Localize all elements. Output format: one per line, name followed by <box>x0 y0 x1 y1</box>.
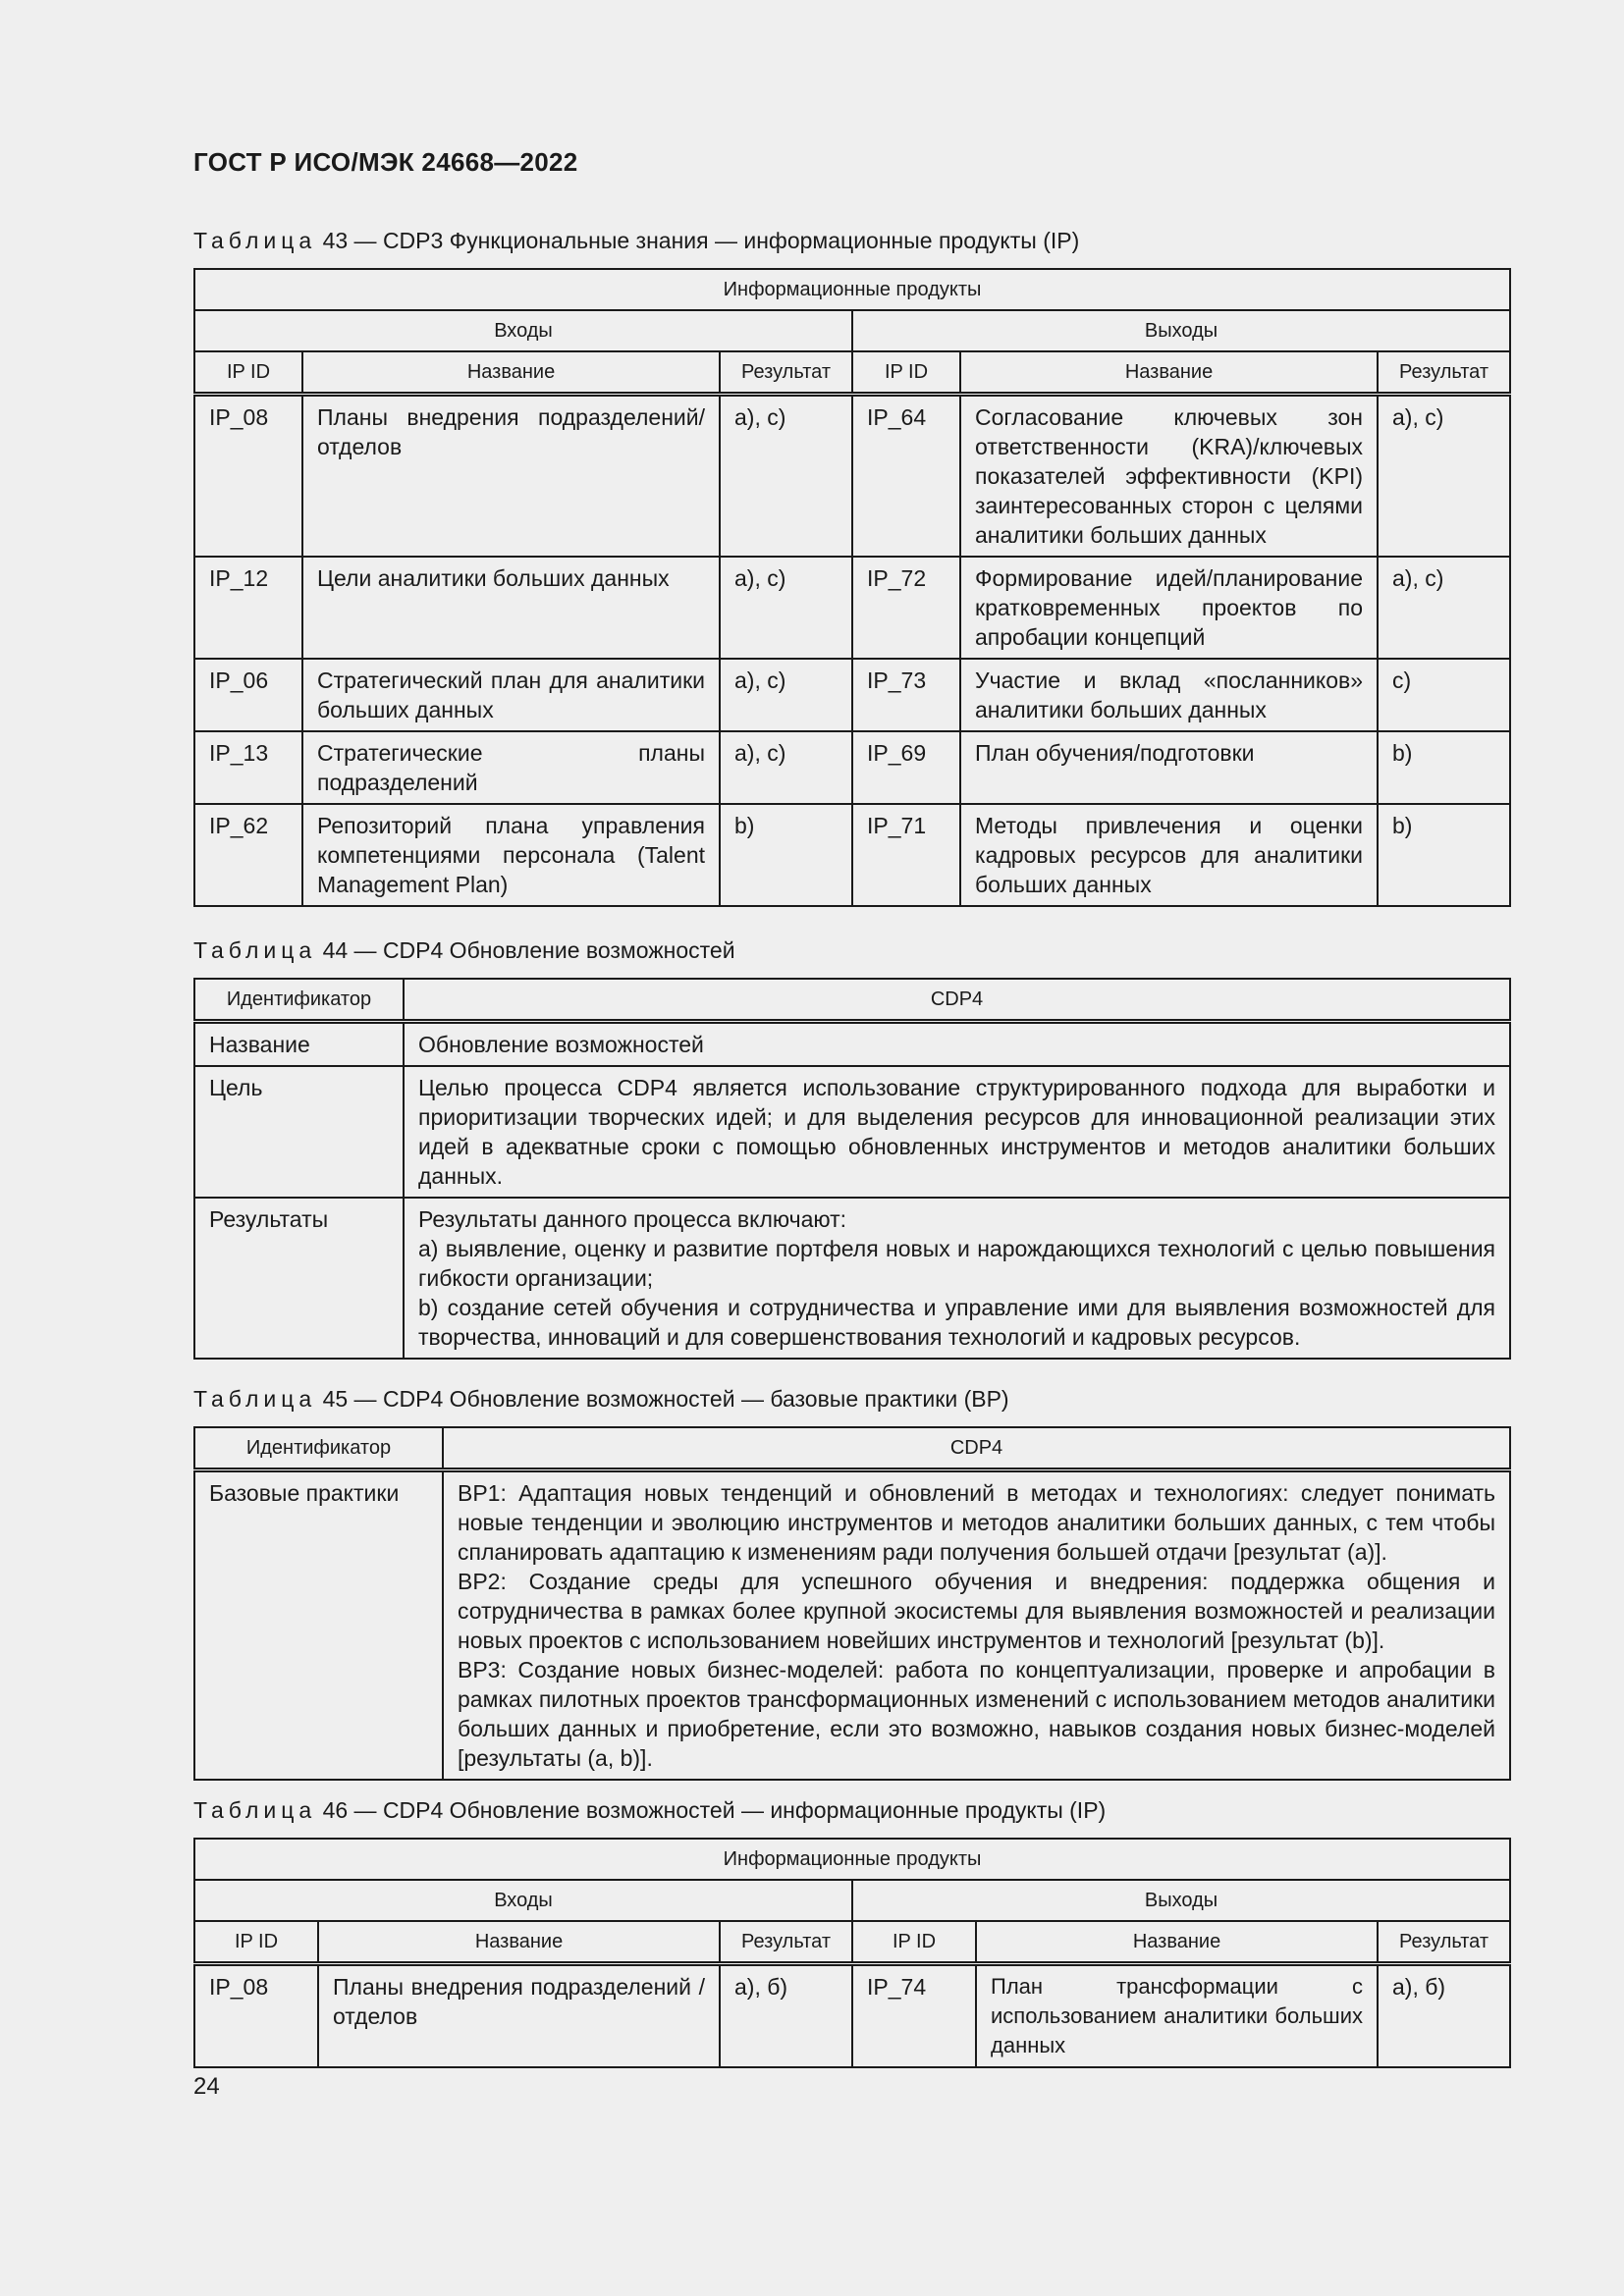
cell-in-id: IP_13 <box>194 731 302 804</box>
cell-in-id: IP_12 <box>194 557 302 659</box>
table44-col-value: CDP4 <box>404 979 1510 1022</box>
table43-col-out-name: Название <box>960 351 1378 395</box>
table46-col-out-name: Название <box>976 1921 1378 1964</box>
table43-group-header: Информационные продукты <box>194 269 1510 310</box>
row-label: Название <box>194 1022 404 1067</box>
cell-in-name: Стратегические планы подразделений <box>302 731 720 804</box>
table46-group-header: Информационные продукты <box>194 1839 1510 1880</box>
cell-in-result: a), c) <box>720 659 852 731</box>
results-intro: Результаты данного процесса включают: <box>418 1206 847 1232</box>
cell-in-name: Цели аналитики больших данных <box>302 557 720 659</box>
row-value: Целью процесса CDP4 является использование структурированного подхода для выработки и приоритизации творческих идей; и для выделения ресурсов для инновационной реализации этих идей в адекватные сроки с помощью обновленных инструментов и методов аналитики больших данных. <box>404 1066 1510 1198</box>
cell-out-result: b) <box>1378 804 1510 906</box>
bp2-text: BP2: Создание среды для успешного обучения и внедрения: поддержка общения и сотрудничества в рамках более крупной экосистемы для выявления возможностей и реализации новых проектов с использованием новейших инструментов и технологий [результат (b)]. <box>458 1569 1495 1653</box>
table43-col-in-name: Название <box>302 351 720 395</box>
table43-col-out-result: Результат <box>1378 351 1510 395</box>
table43 <box>193 268 1511 907</box>
cell-out-id: IP_72 <box>852 557 960 659</box>
table45-caption-prefix: Таблица <box>193 1386 317 1412</box>
table44-caption-prefix: Таблица <box>193 937 317 963</box>
table45-col-value: CDP4 <box>443 1427 1510 1470</box>
table46-inputs-header: Входы <box>194 1880 852 1921</box>
table-row <box>194 557 1510 659</box>
table46-col-in-name: Название <box>318 1921 720 1964</box>
row-label: Базовые практики <box>194 1470 443 1781</box>
cell-out-id: IP_69 <box>852 731 960 804</box>
table43-inputs-header: Входы <box>194 310 852 351</box>
cell-in-result: a), c) <box>720 557 852 659</box>
cell-out-result: a), c) <box>1378 395 1510 558</box>
cell-out-result: a), б) <box>1378 1964 1510 2068</box>
table-row <box>194 659 1510 731</box>
cell-out-result: b) <box>1378 731 1510 804</box>
page-number: 24 <box>193 2073 220 2100</box>
cell-out-id: IP_73 <box>852 659 960 731</box>
bp1-text: BP1: Адаптация новых тенденций и обновлений в методах и технологиях: следует понимать новые тенденции и эволюцию инструментов и методов аналитики больших данных, с тем чтобы спланировать адаптацию к изменениям ради получения большей отдачи [результат (a)]. <box>458 1480 1495 1565</box>
row-label: Результаты <box>194 1198 404 1359</box>
results-item-b: b) создание сетей обучения и сотрудничества и управление ими для выявления возможностей для творчества, инноваций и для совершенствования технологий и кадровых ресурсов. <box>418 1295 1495 1350</box>
cell-in-name: Репозиторий плана управления компетенциями персонала (Talent Management Plan) <box>302 804 720 906</box>
table45-col-identifier: Идентификатор <box>194 1427 443 1470</box>
table45-caption <box>193 1386 1009 1413</box>
cell-out-name: Участие и вклад «посланников» аналитики больших данных <box>960 659 1378 731</box>
cell-in-result: a), c) <box>720 731 852 804</box>
table-row <box>194 731 1510 804</box>
table-row <box>194 1470 1510 1781</box>
cell-in-id: IP_08 <box>194 395 302 558</box>
cell-out-result: a), c) <box>1378 557 1510 659</box>
cell-out-id: IP_71 <box>852 804 960 906</box>
row-value: Обновление возможностей <box>404 1022 1510 1067</box>
table45 <box>193 1426 1511 1781</box>
table43-caption <box>193 228 1079 254</box>
standard-header: ГОСТ Р ИСО/МЭК 24668—2022 <box>193 147 578 177</box>
table44-caption-text: 44 — CDP4 Обновление возможностей <box>322 937 735 963</box>
table-row <box>194 1022 1510 1067</box>
table46-col-in-id: IP ID <box>194 1921 318 1964</box>
table46-caption <box>193 1797 1106 1824</box>
table44-col-identifier: Идентификатор <box>194 979 404 1022</box>
table44 <box>193 978 1511 1360</box>
table-row <box>194 1198 1510 1359</box>
cell-out-name: Формирование идей/планирование кратковременных проектов по апробации концепций <box>960 557 1378 659</box>
table46-outputs-header: Выходы <box>852 1880 1510 1921</box>
table44-caption <box>193 937 735 964</box>
bp-cell <box>443 1470 1510 1781</box>
row-label: Цель <box>194 1066 404 1198</box>
cell-in-id: IP_62 <box>194 804 302 906</box>
cell-in-name: Стратегический план для аналитики больших данных <box>302 659 720 731</box>
results-cell <box>404 1198 1510 1359</box>
table43-col-in-result: Результат <box>720 351 852 395</box>
cell-out-name: План обучения/подготовки <box>960 731 1378 804</box>
table46-caption-text: 46 — CDP4 Обновление возможностей — информационные продукты (IP) <box>322 1797 1107 1823</box>
table-row <box>194 1964 1510 2068</box>
cell-in-name: Планы внедрения подразделений / отделов <box>318 1964 720 2068</box>
table43-col-out-id: IP ID <box>852 351 960 395</box>
cell-in-id: IP_06 <box>194 659 302 731</box>
cell-out-name: План трансформации с использованием аналитики больших данных <box>976 1964 1378 2068</box>
results-item-a: a) выявление, оценку и развитие портфеля новых и нарождающихся технологий с целью повышения гибкости организации; <box>418 1236 1495 1291</box>
cell-in-name: Планы внедрения подразделений/отделов <box>302 395 720 558</box>
table45-caption-text: 45 — CDP4 Обновление возможностей — базовые практики (BP) <box>322 1386 1009 1412</box>
cell-out-name: Согласование ключевых зон ответственности (KRA)/ключевых показателей эффективности (KPI) заинтересованных сторон с целями аналитики больших данных <box>960 395 1378 558</box>
table43-col-in-id: IP ID <box>194 351 302 395</box>
cell-out-name: Методы привлечения и оценки кадровых ресурсов для аналитики больших данных <box>960 804 1378 906</box>
table43-caption-prefix: Таблица <box>193 228 317 253</box>
table46 <box>193 1838 1511 2068</box>
cell-in-id: IP_08 <box>194 1964 318 2068</box>
cell-in-result: b) <box>720 804 852 906</box>
cell-in-result: a), c) <box>720 395 852 558</box>
table-row <box>194 1066 1510 1198</box>
cell-out-id: IP_74 <box>852 1964 976 2068</box>
bp3-text: BP3: Создание новых бизнес-моделей: работа по концептуализации, проверке и апробации в рамках пилотных проектов трансформационных изменений с использованием методов аналитики больших данных и приобретение, если это возможно, навыков создания новых бизнес-моделей [результаты (a, b)]. <box>458 1657 1495 1771</box>
table-row <box>194 804 1510 906</box>
cell-out-id: IP_64 <box>852 395 960 558</box>
table43-caption-text: 43 — CDP3 Функциональные знания — информационные продукты (IP) <box>322 228 1080 253</box>
cell-out-result: c) <box>1378 659 1510 731</box>
table43-outputs-header: Выходы <box>852 310 1510 351</box>
table46-caption-prefix: Таблица <box>193 1797 317 1823</box>
table46-col-out-result: Результат <box>1378 1921 1510 1964</box>
table46-col-in-result: Результат <box>720 1921 852 1964</box>
table-row <box>194 395 1510 558</box>
table46-col-out-id: IP ID <box>852 1921 976 1964</box>
cell-in-result: a), б) <box>720 1964 852 2068</box>
